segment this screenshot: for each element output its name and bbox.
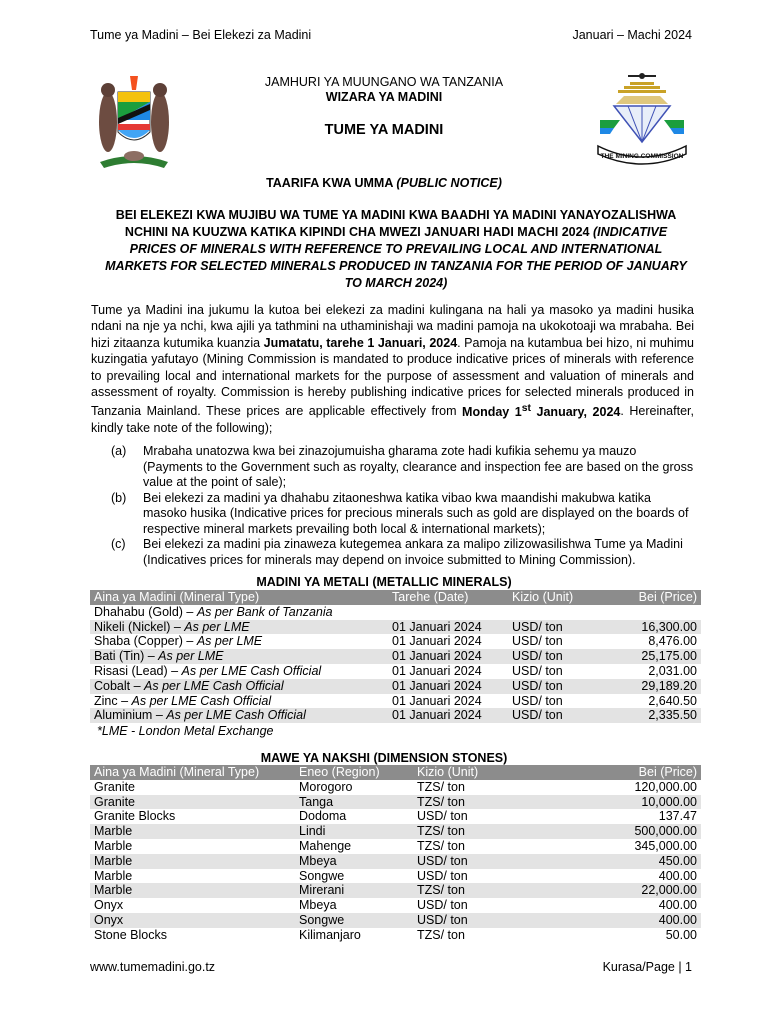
unit-cell: USD/ ton [508,649,613,664]
list-text: Mrabaha unatozwa kwa bei zinazojumuisha gharama zote hadi kufikia sehemu ya mauzo (Payments to the Government such as royalty, clearance and inspection fee are based on the gross value at the point of sale); [143,444,694,489]
table-row [90,883,701,898]
table-row [90,913,701,928]
intro-date-en-rest: January, 2024 [531,404,621,419]
price-cell: 10,000.00 [553,795,701,810]
price-cell: 400.00 [553,913,701,928]
mineral-type-cell [90,649,388,664]
column-header: Bei (Price) [553,765,701,780]
date-cell: 01 Januari 2024 [392,693,482,708]
mineral-type-cell: Onyx [90,913,295,928]
mineral-type-cell [90,605,388,620]
region-cell: Mahenge [299,838,352,853]
list-marker: (b) [111,490,127,505]
date-cell: 01 Januari 2024 [392,634,482,649]
unit-cell: USD/ ton [417,868,468,883]
unit-cell: USD/ ton [508,679,613,694]
price-reference: As per LME Cash Official [131,693,272,708]
date-cell: 01 Januari 2024 [388,708,508,723]
column-header: Eneo (Region) [295,765,413,780]
price-cell: 400.00 [658,898,697,913]
region-cell: Tanga [295,795,413,810]
mineral-name: Dhahabu (Gold) – [94,604,197,619]
price-cell: 500,000.00 [553,824,701,839]
table-row [90,824,701,839]
price-cell: 2,335.50 [613,708,701,723]
document-title [100,207,692,292]
date-cell: 01 Januari 2024 [388,679,508,694]
unit-cell: TZS/ ton [417,927,465,942]
dimension-stones-table [90,765,701,943]
unit-cell: USD/ ton [508,620,613,635]
running-header-right: Januari – Machi 2024 [572,28,692,42]
region-cell: Morogoro [299,779,353,794]
intro-date-sw: Jumatatu, tarehe 1 Januari, 2024 [263,335,458,350]
lme-footnote: *LME - London Metal Exchange [97,724,274,738]
mineral-name: Aluminium – [94,708,167,723]
table-row [90,694,701,709]
price-reference: As per LME Cash Official [181,663,322,678]
column-header: Aina ya Madini (Mineral Type) [90,590,388,605]
mineral-type-cell [90,620,388,635]
column-header: Kizio (Unit) [508,590,613,605]
price-cell: 2,031.00 [648,663,697,678]
price-reference: As per LME Cash Official [166,708,306,723]
title-italic: (INDICATIVE PRICES OF MINERALS WITH REFERENCE TO PREVAILING LOCAL AND INTERNATIONAL MARKETS FOR SELECTED MINERALS PRODUCED IN TANZANIA FOR THE PERIOD OF JANUARY TO MARCH 2024) [105,225,687,290]
unit-cell: TZS/ ton [417,838,465,853]
mineral-type-cell: Granite Blocks [94,809,176,824]
column-header: Bei (Price) [613,590,701,605]
price-cell: 345,000.00 [634,838,697,853]
table-row [90,679,701,694]
region-cell: Songwe [299,868,345,883]
price-reference: As per LME [158,649,224,664]
list-marker: (a) [111,444,127,458]
table-row [90,634,701,649]
unit-cell: USD/ ton [512,663,563,678]
mineral-type-cell: Marble [90,854,295,869]
unit-cell: USD/ ton [508,708,613,723]
mineral-name: Risasi (Lead) – [94,663,182,678]
column-header: Aina ya Madini (Mineral Type) [90,765,295,780]
unit-cell: TZS/ ton [413,883,553,898]
price-cell: 8,476.00 [648,634,697,649]
unit-cell: USD/ ton [417,898,468,913]
mineral-type-cell: Marble [90,883,295,898]
running-header-left: Tume ya Madini – Bei Elekezi za Madini [90,28,312,42]
column-header: Kizio (Unit) [413,765,553,780]
table-row [90,839,701,854]
mineral-type-cell [90,664,388,679]
intro-text-3: . Hereinafter, kindly take note of the following); [91,404,694,435]
intro-date-en [462,402,621,419]
region-cell: Mbeya [299,898,337,913]
intro-paragraph [91,302,694,436]
logo-lettering: THE MINING COMMISSION [600,153,684,160]
price-cell: 2,640.50 [648,693,697,708]
republic-name: JAMHURI YA MUUNGANO WA TANZANIA [264,75,504,89]
mineral-type-cell: Onyx [94,898,124,913]
footer-page-number: Kurasa/Page | 1 [602,960,692,974]
price-reference: As per LME [184,619,250,634]
table-row [90,708,701,723]
intro-date-en-day: Monday 1 [462,404,522,419]
region-cell: Dodoma [299,809,347,824]
mineral-name: Bati (Tin) – [94,649,159,664]
price-cell: 50.00 [665,927,697,942]
unit-cell: USD/ ton [512,693,563,708]
list-text: Bei elekezi za madini pia zinaweza kutegemea ankara za malipo zilizowasilishwa Tume ya Madini (Indicatives prices for minerals may depend on invoice submitted to Mining Commission). [143,537,683,567]
mineral-name: Nikeli (Nickel) – [94,619,185,634]
mineral-name: Cobalt – [94,678,145,693]
price-cell: 22,000.00 [553,883,701,898]
unit-cell: USD/ ton [417,809,468,824]
mineral-type-cell: Marble [94,838,133,853]
metallic-minerals-title: MADINI YA METALI (METALLIC MINERALS) [256,575,512,589]
table-row [90,780,701,795]
notes-list [91,444,694,568]
mineral-type-cell: Granite [94,779,135,794]
table-row [90,620,701,635]
table-row [90,928,701,943]
region-cell: Songwe [295,913,413,928]
price-cell: 400.00 [658,868,697,883]
price-cell [613,605,701,620]
price-cell: 120,000.00 [634,779,697,794]
ministry-name: WIZARA YA MADINI [325,90,443,104]
mineral-name: Zinc – [94,693,132,708]
mineral-type-cell: Marble [90,824,295,839]
mineral-type-cell [90,694,388,709]
mineral-name: Shaba (Copper) – [94,634,197,649]
unit-cell: TZS/ ton [413,795,553,810]
metallic-minerals-table [90,590,701,723]
mineral-type-cell: Granite [90,795,295,810]
price-cell: 25,175.00 [613,649,701,664]
price-cell: 450.00 [553,854,701,869]
table-row [90,898,701,913]
list-item [91,491,694,538]
list-marker: (c) [111,537,126,551]
list-item [91,537,694,568]
mineral-type-cell: Stone Blocks [94,927,167,942]
notice-main: TAARIFA KWA UMMA [266,176,397,190]
region-cell: Lindi [295,824,413,839]
region-cell: Kilimanjaro [299,927,361,942]
date-cell [388,605,508,620]
price-reference: As per LME [196,634,263,649]
date-cell: 01 Januari 2024 [392,663,482,678]
unit-cell: TZS/ ton [417,779,465,794]
commission-name: TUME YA MADINI [324,122,444,138]
public-notice-heading [0,176,768,190]
unit-cell: USD/ ton [413,854,553,869]
price-cell: 29,189.20 [613,679,701,694]
column-header: Tarehe (Date) [388,590,508,605]
footer-website: www.tumemadini.go.tz [90,960,216,974]
list-text: Bei elekezi za madini ya dhahabu zitaoneshwa katika vibao kwa maandishi makubwa katika masoko husika (Indicative prices for precious minerals such as gold are displayed on the boards of respective mineral markets prevailing both local & international markets); [143,490,689,536]
intro-date-en-sup: st [521,402,531,414]
notice-italic: (PUBLIC NOTICE) [396,176,502,190]
table-row [90,795,701,810]
mineral-type-cell [90,708,388,723]
table-row [90,664,701,679]
dimension-stones-title: MAWE YA NAKSHI (DIMENSION STONES) [260,751,508,765]
price-cell: 137.47 [658,809,697,824]
region-cell: Mbeya [295,854,413,869]
unit-cell [508,605,613,620]
price-reference: As per LME Cash Official [144,678,284,693]
unit-cell: USD/ ton [413,913,553,928]
mineral-type-cell: Marble [94,868,133,883]
table-row [90,605,701,620]
title-main: BEI ELEKEZI KWA MUJIBU WA TUME YA MADINI KWA BAADHI YA MADINI YANAYOZALISHWA NCHINI NA KUUZWA KATIKA KIPINDI CHA MWEZI JANUARI HADI MACHI 2024 [115,208,677,239]
mineral-type-cell [90,634,388,649]
table-header-row [90,590,701,605]
price-reference: As per Bank of Tanzania [196,604,333,619]
table-row [90,854,701,869]
unit-cell: USD/ ton [512,634,563,649]
table-header-row [90,765,701,780]
unit-cell: TZS/ ton [413,824,553,839]
mineral-type-cell [90,679,388,694]
table-row [90,809,701,824]
date-cell: 01 Januari 2024 [388,620,508,635]
table-row [90,649,701,664]
table-row [90,869,701,884]
date-cell: 01 Januari 2024 [388,649,508,664]
intro-text-2: . Pamoja na kutambua bei hizo, ni muhimu kuzingatia yafutayo (Mining Commission is mandated to produce indicative prices of minerals with reference to prevailing local and international markets for the purpose of assessment and valuation of minerals and assessment of royalty. Commission is hereby publishing indicative prices for selected minerals produced in Tanzania Mainland. These prices are applicable effectively from [91,335,694,419]
intro-text-1: Tume ya Madini ina jukumu la kutoa bei elekezi za madini kulingana na hali ya masoko ya madini husika ndani na nje ya nchi, kwa ajili ya tathmini na uthaminishaji wa madini pamoja na ukokotoaji wa mrabaha. Bei hizi zitaanza kutumika kuanzia [91,303,694,350]
region-cell: Mirerani [295,883,413,898]
list-item [91,444,694,491]
price-cell: 16,300.00 [613,620,701,635]
